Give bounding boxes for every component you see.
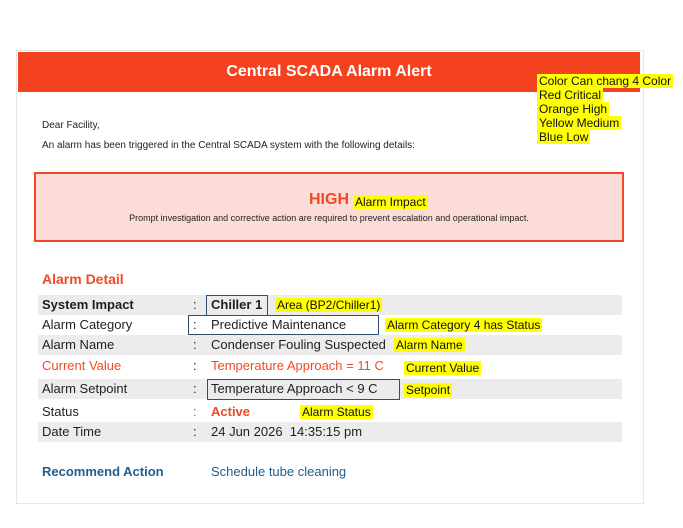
row-label: Alarm Setpoint xyxy=(42,381,128,396)
alarm-detail-title: Alarm Detail xyxy=(42,271,124,287)
row-label: Status xyxy=(42,404,79,419)
impact-note: Alarm Impact xyxy=(355,195,426,209)
row-label: Current Value xyxy=(42,358,122,373)
row-label: Alarm Category xyxy=(42,317,133,332)
greeting: Dear Facility, xyxy=(42,120,100,131)
color-note-line: Color Can chang 4 Color xyxy=(539,74,672,88)
color-note-line: Red Critical xyxy=(539,88,602,102)
row-note: Alarm Status xyxy=(302,405,371,419)
detail-row-alarm-name xyxy=(38,335,622,355)
intro-message: An alarm has been triggered in the Central SCADA system with the following details: xyxy=(42,140,415,151)
row-note: Setpoint xyxy=(406,383,451,397)
row-note: Current Value xyxy=(406,361,480,375)
row-separator: : xyxy=(193,317,197,332)
row-label: System Impact xyxy=(42,297,134,312)
color-note-line: Blue Low xyxy=(539,130,589,144)
status-badge: Active xyxy=(211,404,251,419)
row-note: Alarm Name xyxy=(396,338,463,352)
row-separator: : xyxy=(193,404,197,419)
detail-row-current-value xyxy=(38,356,622,376)
row-separator: : xyxy=(193,297,197,312)
row-separator: : xyxy=(193,381,197,396)
row-separator: : xyxy=(193,424,197,439)
value-frame xyxy=(206,295,268,316)
row-note: Alarm Category 4 has Status xyxy=(387,318,541,332)
value-frame xyxy=(207,379,400,400)
color-note-line: Orange High xyxy=(539,102,608,116)
row-value: Chiller 1 xyxy=(211,297,263,312)
impact-level: HIGH xyxy=(309,191,349,208)
color-note-line: Yellow Medium xyxy=(539,116,620,130)
row-note: Area (BP2/Chiller1) xyxy=(277,298,381,312)
row-label: Date Time xyxy=(42,424,102,439)
value-frame xyxy=(188,315,379,335)
row-separator: : xyxy=(193,358,197,373)
detail-row-date-time xyxy=(38,422,622,442)
row-value: Temperature Approach = 11 C xyxy=(211,358,384,373)
row-value: 24 Jun 2026 14:35:15 pm xyxy=(211,424,363,439)
row-separator: : xyxy=(193,337,197,352)
row-value: Predictive Maintenance xyxy=(211,317,347,332)
alert-title: Central SCADA Alarm Alert xyxy=(226,63,432,80)
row-label: Alarm Name xyxy=(42,337,115,352)
impact-description: Prompt investigation and corrective action are required to prevent escalation and operational impact. xyxy=(129,213,529,223)
row-value: Condenser Fouling Suspected xyxy=(211,337,386,352)
row-value: Temperature Approach < 9 C xyxy=(211,381,378,396)
recommend-action-value: Schedule tube cleaning xyxy=(211,464,347,479)
recommend-action-label: Recommend Action xyxy=(42,464,164,479)
